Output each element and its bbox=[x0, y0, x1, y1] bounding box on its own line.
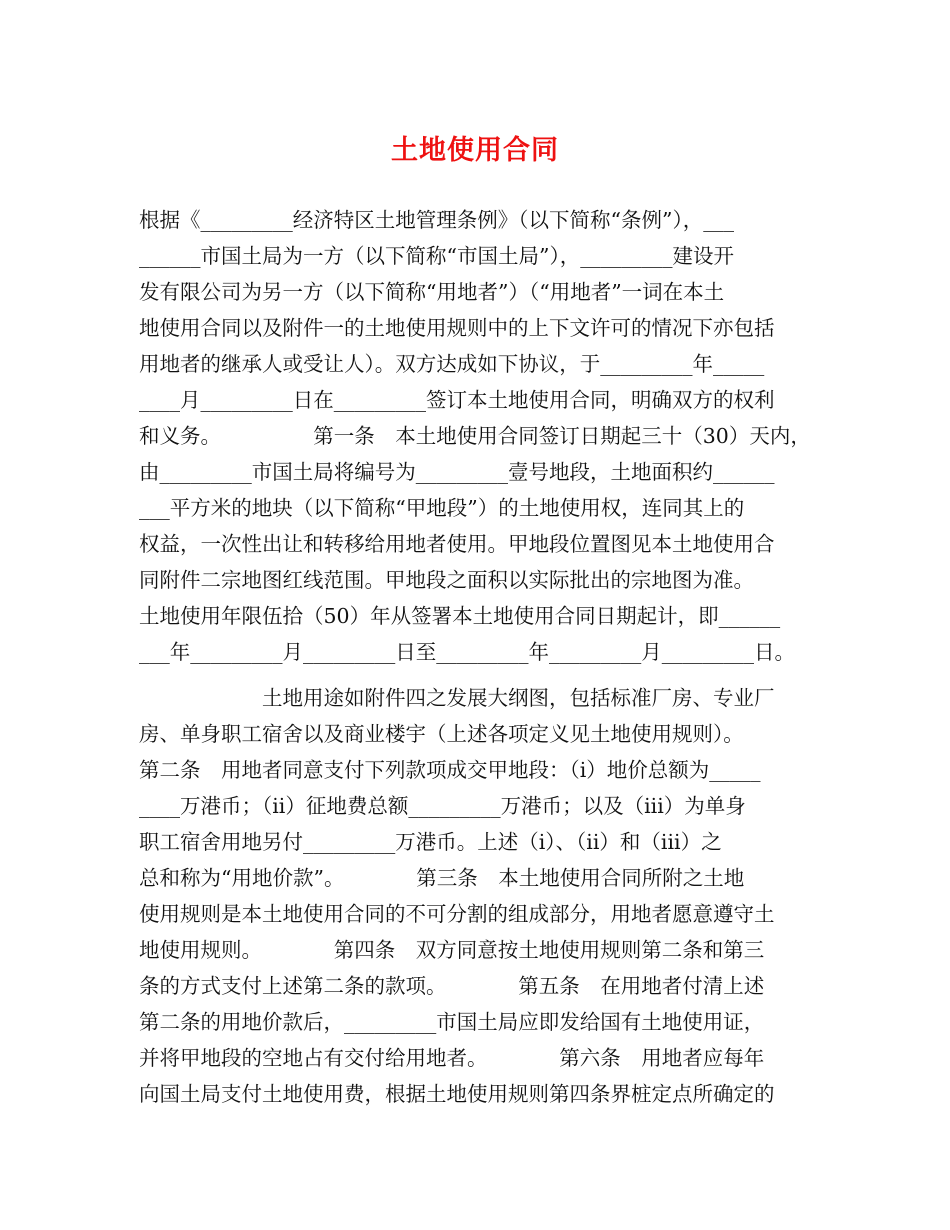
body-line: 由_________市国土局将编号为_________壹号地段，土地面积约______ bbox=[139, 460, 775, 484]
body-line: 地使用合同以及附件一的土地使用规则中的上下文许可的情况下亦包括 bbox=[139, 316, 775, 340]
body-line: 条的方式支付上述第二条的款项。 第五条 在用地者付清上述 bbox=[139, 974, 765, 998]
document-title: 土地使用合同 bbox=[391, 135, 559, 166]
body-line: ______市国土局为一方（以下简称“市国土局”），_________建设开 bbox=[139, 244, 734, 268]
body-line: 权益，一次性出让和转移给用地者使用。甲地段位置图见本土地使用合 bbox=[139, 532, 775, 556]
body-line: 职工宿舍用地另付_________万港币。上述（i）、（ii）和（iii）之 bbox=[139, 830, 722, 854]
body-line: 土地用途如附件四之发展大纲图，包括标准厂房、专业厂 bbox=[139, 686, 775, 710]
body-line: 地使用规则。 第四条 双方同意按土地使用规则第二条和第三 bbox=[139, 938, 765, 962]
body-line: ___平方米的地块（以下简称“甲地段”）的土地使用权，连同其上的 bbox=[139, 496, 745, 520]
body-line: ___年_________月_________日至_________年_________月_________日。 bbox=[139, 640, 795, 664]
body-line: 发有限公司为另一方（以下简称“用地者”）（“用地者”一词在本土 bbox=[139, 280, 725, 304]
body-line: 第二条的用地价款后，_________市国土局应即发给国有土地使用证， bbox=[139, 1010, 765, 1034]
body-line: 土地使用年限伍拾（50）年从签署本土地使用合同日期起计，即______ bbox=[139, 604, 781, 628]
body-line: 向国土局支付土地使用费，根据土地使用规则第四条界桩定点所确定的 bbox=[139, 1082, 775, 1106]
body-line: 并将甲地段的空地占有交付给用地者。 第六条 用地者应每年 bbox=[139, 1046, 765, 1070]
body-line: 使用规则是本土地使用合同的不可分割的组成部分，用地者愿意遵守土 bbox=[139, 902, 775, 926]
body-line: 根据《_________经济特区土地管理条例》（以下简称“条例”），___ bbox=[139, 208, 734, 232]
body-line: 第二条 用地者同意支付下列款项成交甲地段：（i）地价总额为_____ bbox=[139, 758, 761, 782]
body-line: 房、单身职工宿舍以及商业楼宇（上述各项定义见土地使用规则）。 bbox=[139, 722, 744, 746]
body-line: 同附件二宗地图红线范围。甲地段之面积以实际批出的宗地图为准。 bbox=[139, 568, 754, 592]
body-line: 用地者的继承人或受让人）。双方达成如下协议，于_________年_____ bbox=[139, 352, 765, 376]
body-line: 总和称为“用地价款”。 第三条 本土地使用合同所附之土地 bbox=[139, 866, 745, 890]
body-line: ____月_________日在_________签订本土地使用合同，明确双方的权利 bbox=[139, 388, 775, 412]
body-line: 和义务。 第一条 本土地使用合同签订日期起三十（30）天内， bbox=[139, 424, 811, 448]
body-line: ____万港币；（ii）征地费总额_________万港币；以及（iii）为单身 bbox=[139, 794, 746, 818]
